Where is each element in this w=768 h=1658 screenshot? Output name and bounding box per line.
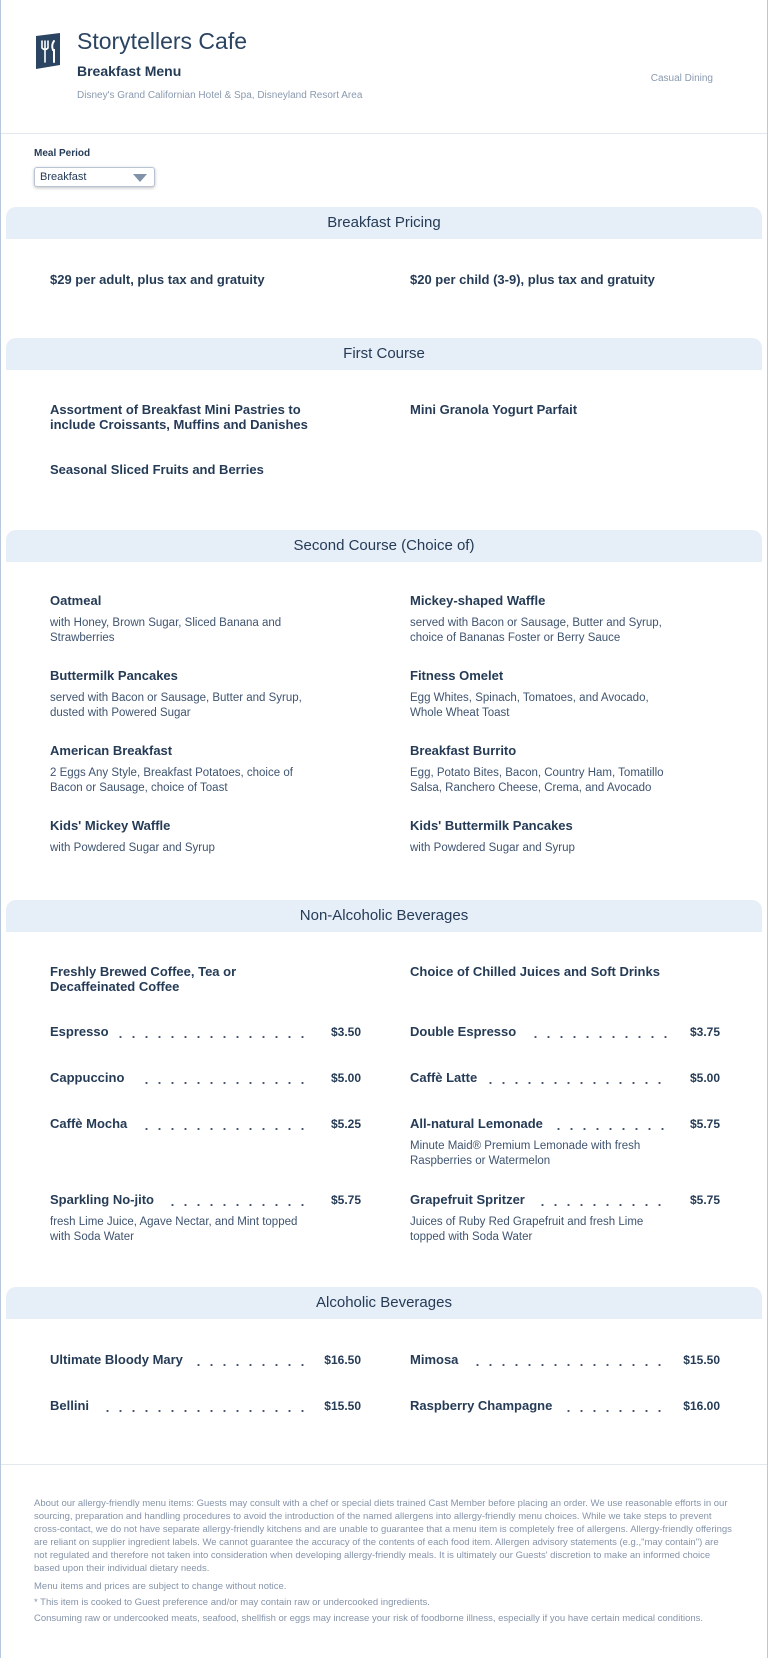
consumption-notice: Consuming raw or undercooked meats, seafood, shellfish or eggs may increase your risk of foodborne illness, especially if you have certain medical conditions. [34,1613,704,1624]
menu-item-price: $3.75 [689,1025,720,1039]
menu-item-name: Raspberry Champagne [410,1398,553,1413]
menu-item-name: Assortment of Breakfast Mini Pastries to include Croissants, Muffins and Danishes [50,402,308,432]
menu-item-price: $5.75 [689,1117,720,1131]
location-text: Disney's Grand Californian Hotel & Spa, Disneyland Resort Area [77,90,363,101]
menu-item-description: with Powdered Sugar and Syrup [50,842,215,854]
menu-item-price: $5.00 [330,1071,361,1085]
menu-item-name: Caffè Mocha [50,1116,128,1131]
menu-item-price: $3.50 [330,1025,361,1039]
meal-period-select[interactable] [34,167,155,187]
menu-item-name: Mickey-shaped Waffle [410,593,546,608]
dot-leader [101,1399,310,1414]
dot-leader [529,1025,669,1040]
menu-item-price: $5.25 [330,1117,361,1131]
menu-item-name: Cappuccino [50,1070,125,1085]
menu-item-name: Espresso [50,1024,109,1039]
section-header-pricing: Breakfast Pricing [6,207,762,239]
dining-category: Casual Dining [650,73,713,84]
menu-item-description: with Honey, Brown Sugar, Sliced Banana and Strawberries [50,617,282,644]
chevron-down-icon [133,174,147,182]
menu-item-name: Sparkling No-jito [50,1192,154,1207]
menu-item-description: fresh Lime Juice, Agave Nectar, and Mint topped with Soda Water [50,1216,298,1243]
menu-item-name: Double Espresso [410,1024,517,1039]
raw-item-notice: * This item is cooked to Guest preference and/or may contain raw or undercooked ingredients. [34,1597,430,1608]
menu-item-description: Egg, Potato Bites, Bacon, Country Ham, Tomatillo Salsa, Ranchero Cheese, Crema, and Avocado [410,767,664,794]
restaurant-title: Storytellers Cafe [77,28,248,54]
menu-item-name: Oatmeal [50,593,102,608]
adult-price: $29 per adult, plus tax and gratuity [50,272,265,287]
menu-item-name: Freshly Brewed Coffee, Tea or Decaffeinated Coffee [50,964,237,994]
menu-item-price: $15.50 [324,1399,361,1413]
menu-item-name: Choice of Chilled Juices and Soft Drinks [410,964,660,979]
footer-divider [1,1464,767,1465]
price-change-notice: Menu items and prices are subject to change without notice. [34,1581,287,1592]
page-header [1,0,767,134]
allergy-disclaimer: About our allergy-friendly menu items: Guests may consult with a chef or special diets trained Cast Member before placing an order. We use reasonable efforts in our sourcing, preparation and handling procedures to avoid the introduction of the named allergens into allergy-friendly menu choices. While we take steps to prevent cross-contact, we do not have separate allergy-friendly kitchens and are unable to guarantee that a menu item is completely free of allergens. Allergy-friendly offerings are reliant on supplier ingredient labels. We cannot guarantee the accuracy of the contents of each food item. Allergen advisory statements (e.g.,"may contain") are not regulated and therefore not taken into consideration when developing allergy-friendly meals. It is ultimately our Guests' discretion to make an informed choice based upon their individual dietary needs. [34,1498,732,1574]
menu-item-name: Caffè Latte [410,1070,478,1085]
dot-leader [471,1353,669,1368]
section-header-first-course: First Course [6,338,762,370]
menu-item-name: Buttermilk Pancakes [50,668,178,683]
dot-leader [166,1193,310,1208]
dot-leader [140,1071,310,1086]
section-header-alcoholic: Alcoholic Beverages [6,1287,762,1319]
dot-leader [562,1399,669,1414]
menu-item-name: Mini Granola Yogurt Parfait [410,402,578,417]
dot-leader [484,1071,669,1086]
dot-leader [192,1353,310,1368]
menu-item-description: Egg Whites, Spinach, Tomatoes, and Avocado, Whole Wheat Toast [410,692,649,719]
dot-leader [140,1117,310,1132]
menu-item-description: Minute Maid® Premium Lemonade with fresh Raspberries or Watermelon [410,1140,641,1167]
section-header-non-alcoholic: Non-Alcoholic Beverages [6,900,762,932]
fork-knife-icon [34,33,62,69]
menu-item-name: All-natural Lemonade [410,1116,543,1131]
menu-item-name: Mimosa [410,1352,459,1367]
menu-item-description: Juices of Ruby Red Grapefruit and fresh Lime topped with Soda Water [410,1216,644,1243]
menu-item-price: $15.50 [683,1353,720,1367]
dot-leader [552,1117,669,1132]
child-price: $20 per child (3-9), plus tax and gratuity [410,272,655,287]
menu-item-price: $5.00 [689,1071,720,1085]
menu-item-price: $5.75 [689,1193,720,1207]
menu-item-name: Kids' Buttermilk Pancakes [410,818,573,833]
menu-item-price: $5.75 [330,1193,361,1207]
menu-item-name: Seasonal Sliced Fruits and Berries [50,462,264,477]
menu-item-description: 2 Eggs Any Style, Breakfast Potatoes, choice of Bacon or Sausage, choice of Toast [50,767,293,794]
menu-item-price: $16.00 [683,1399,720,1413]
menu-item-name: Ultimate Bloody Mary [50,1352,183,1367]
menu-item-name: American Breakfast [50,743,173,758]
menu-item-name: Bellini [50,1398,90,1413]
dot-leader [536,1193,669,1208]
menu-item-description: with Powdered Sugar and Syrup [410,842,575,854]
menu-item-description: served with Bacon or Sausage, Butter and Syrup, dusted with Powered Sugar [50,692,302,719]
meal-period-selected: Breakfast [40,171,87,183]
menu-subtitle: Breakfast Menu [77,63,182,79]
menu-item-name: Breakfast Burrito [410,743,517,758]
dot-leader [114,1025,309,1040]
menu-item-price: $16.50 [324,1353,361,1367]
menu-item-description: served with Bacon or Sausage, Butter and Syrup, choice of Bananas Foster or Berry Sauce [410,617,662,644]
menu-item-name: Grapefruit Spritzer [410,1192,525,1207]
menu-item-name: Fitness Omelet [410,668,504,683]
meal-period-label: Meal Period [34,148,91,159]
section-header-second-course: Second Course (Choice of) [6,530,762,562]
menu-item-name: Kids' Mickey Waffle [50,818,171,833]
